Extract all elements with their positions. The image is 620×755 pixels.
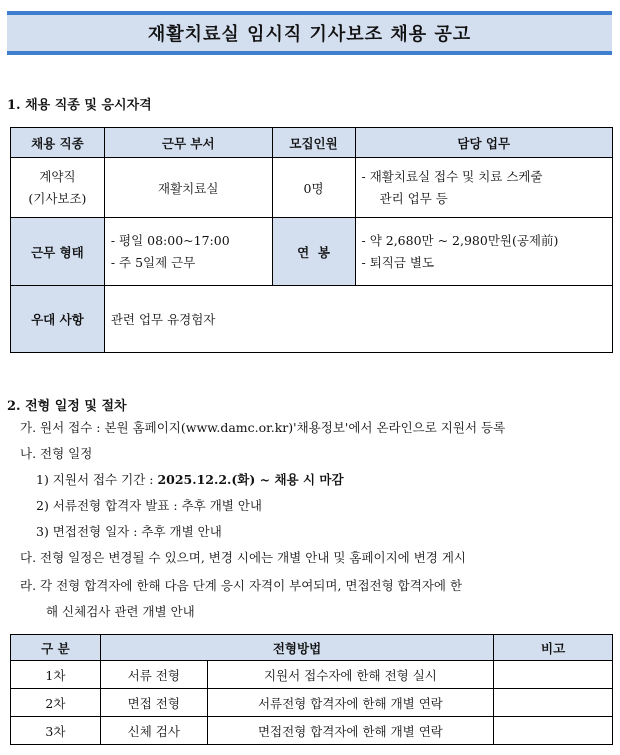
header-method: 전형방법 [100,635,493,661]
table-row [11,661,613,689]
recruitment-table [10,127,613,353]
selection-header-row [11,635,613,661]
salary-line2: - 퇴직금 별도 [361,254,435,270]
procedure-item-ra: 라. 각 전형 합격자에 한해 다음 단계 응시 자격이 부여되며, 면접전형 합격자에 한 [20,578,463,593]
description-cell: 지원서 접수자에 한해 전형 실시 [207,661,493,689]
preference-row [11,286,613,353]
header-job-type: 채용 직종 [11,128,105,158]
work-type-cell [104,218,272,286]
stage-cell: 3차 [11,717,101,745]
schedule-step3: 3) 면접전형 일자 : 추후 개별 안내 [36,524,222,539]
procedure-item-ga: 가. 원서 접수 : 본원 홈페이지(www.damc.or.kr)'채용정보'에서 온라인으로 지원서 등록 [20,420,506,435]
table-row [11,689,613,717]
page-title [7,11,612,55]
work-type-label: 근무 형태 [11,218,105,286]
job-type-cell [11,158,105,218]
stage-cell: 2차 [11,689,101,717]
section1-heading: 1. 채용 직종 및 응시자격 [7,98,152,113]
preference-value: 관련 업무 유경험자 [104,286,612,353]
preference-label: 우대 사항 [11,286,105,353]
work-condition-row [11,218,613,286]
salary-cell [355,218,612,286]
header-note: 비고 [494,635,613,661]
page-title-text: 재활치료실 임시직 기사보조 채용 공고 [147,24,472,45]
table-row [11,717,613,745]
header-department: 근무 부서 [104,128,272,158]
method-cell: 서류 전형 [100,661,207,689]
work-type-line1: - 평일 08:00~17:00 [110,232,230,248]
count-cell: 0명 [272,158,355,218]
duty-line2: 관리 업무 등 [379,190,448,206]
duty-line1: - 재활치료실 접수 및 치료 스케줄 [361,168,543,184]
salary-line1: - 약 2,680만 ~ 2,980만원(공제前) [361,232,559,248]
method-cell: 면접 전형 [100,689,207,717]
duty-cell [355,158,612,218]
method-cell: 신체 검사 [100,717,207,745]
selection-table [10,634,613,745]
note-cell [494,717,613,745]
description-cell: 면접전형 합격자에 한해 개별 연락 [207,717,493,745]
procedure-item-na: 나. 전형 일정 [20,446,93,461]
stage-cell: 1차 [11,661,101,689]
header-count: 모집인원 [272,128,355,158]
note-cell [494,661,613,689]
schedule-step1-prefix: 1) 지원서 접수 기간 : [36,472,158,487]
header-duty: 담당 업무 [355,128,612,158]
schedule-step2: 2) 서류전형 합격자 발표 : 추후 개별 안내 [36,498,262,513]
description-cell: 서류전형 합격자에 한해 개별 연락 [207,689,493,717]
note-cell [494,689,613,717]
procedure-item-ra-cont: 해 신체검사 관련 개별 안내 [46,604,195,619]
recruitment-header-row [11,128,613,158]
job-type-line2: (기사보조) [28,190,87,206]
recruitment-row [11,158,613,218]
work-type-line2: - 주 5일제 근무 [110,254,196,270]
job-type-line1: 계약직 [39,168,76,184]
schedule-step1-period: 2025.12.2.(화) ~ 채용 시 마감 [157,472,344,487]
procedure-item-da: 다. 전형 일정은 변경될 수 있으며, 변경 시에는 개별 안내 및 홈페이지에 변경 게시 [20,550,467,565]
salary-label: 연 봉 [272,218,355,286]
schedule-step1 [36,470,344,488]
section2-heading: 2. 전형 일정 및 절차 [7,399,127,414]
header-stage: 구 분 [11,635,101,661]
department-cell: 재활치료실 [104,158,272,218]
